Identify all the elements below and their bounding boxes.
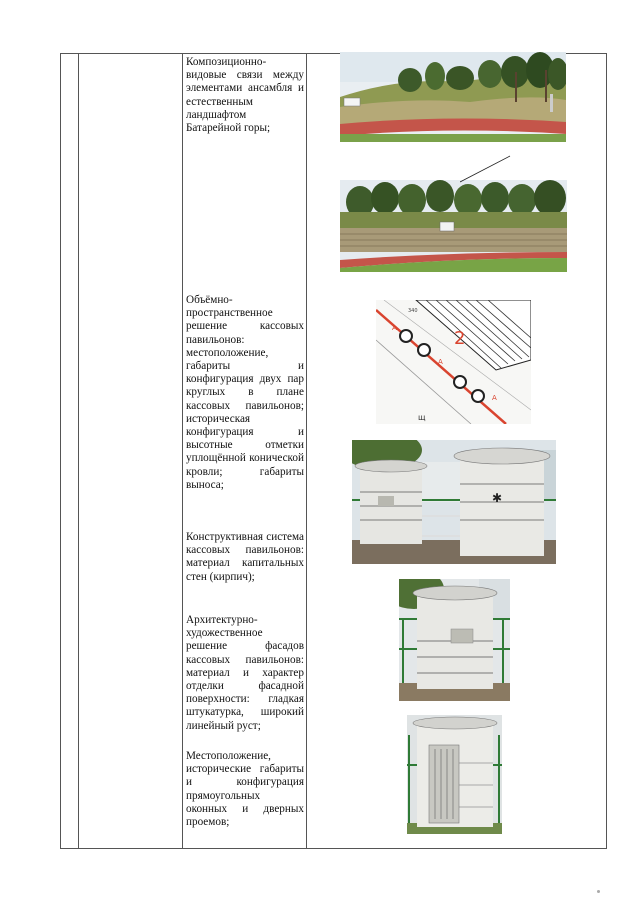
svg-text:А: А — [492, 394, 497, 402]
table-border-left — [60, 53, 61, 849]
site-plan-fragment — [376, 300, 531, 424]
cash-pavilions-pair-photo — [352, 440, 556, 564]
paragraph-volume-spatial: Объёмно-пространственное решение кассовых павильонов: местоположение, габариты и конфигурация двух пар круглых в плане кассовых павильонов; историческая конфигурация и высотные отметки уплощённой конической кровли; габариты выноса; — [186, 294, 304, 491]
svg-text:А: А — [438, 358, 443, 366]
table-divider-2 — [182, 53, 183, 849]
paragraph-structural-system: Конструктивная система кассовых павильонов: материал капитальных стен (кирпич); — [186, 531, 304, 583]
table-divider-1 — [78, 53, 79, 849]
svg-text:✱: ✱ — [492, 491, 503, 505]
paragraph-openings: Местоположение, исторические габариты и конфигурация прямоугольных оконных и дверных проемов; — [186, 750, 304, 829]
plan-corner-label: щ — [418, 413, 426, 422]
svg-text:А: А — [392, 324, 397, 332]
landscape-panorama-photo-1 — [340, 52, 566, 142]
table-divider-3 — [306, 53, 307, 849]
plan-number-label: 2 — [454, 328, 466, 349]
table-border-right — [606, 53, 607, 849]
pointer-line — [460, 155, 512, 183]
landscape-panorama-photo-2 — [340, 180, 567, 272]
cash-pavilion-photo — [399, 579, 510, 701]
paragraph-facade-solution: Архитектурно-художественное решение фасадов кассовых павильонов: материал и характер отделки фасадной поверхности: гладкая штукатурка, широкий линейный руст; — [186, 614, 304, 732]
plan-building-label: 340 — [408, 308, 418, 314]
cash-pavilion-door-photo — [407, 715, 502, 834]
table-bottom-border — [60, 848, 607, 849]
paragraph-composition-links: Композиционно-видовые связи между элементами ансамбля и естественным ландшафтом Батарейной горы; — [186, 56, 304, 135]
scan-artifact-dot — [597, 890, 600, 893]
